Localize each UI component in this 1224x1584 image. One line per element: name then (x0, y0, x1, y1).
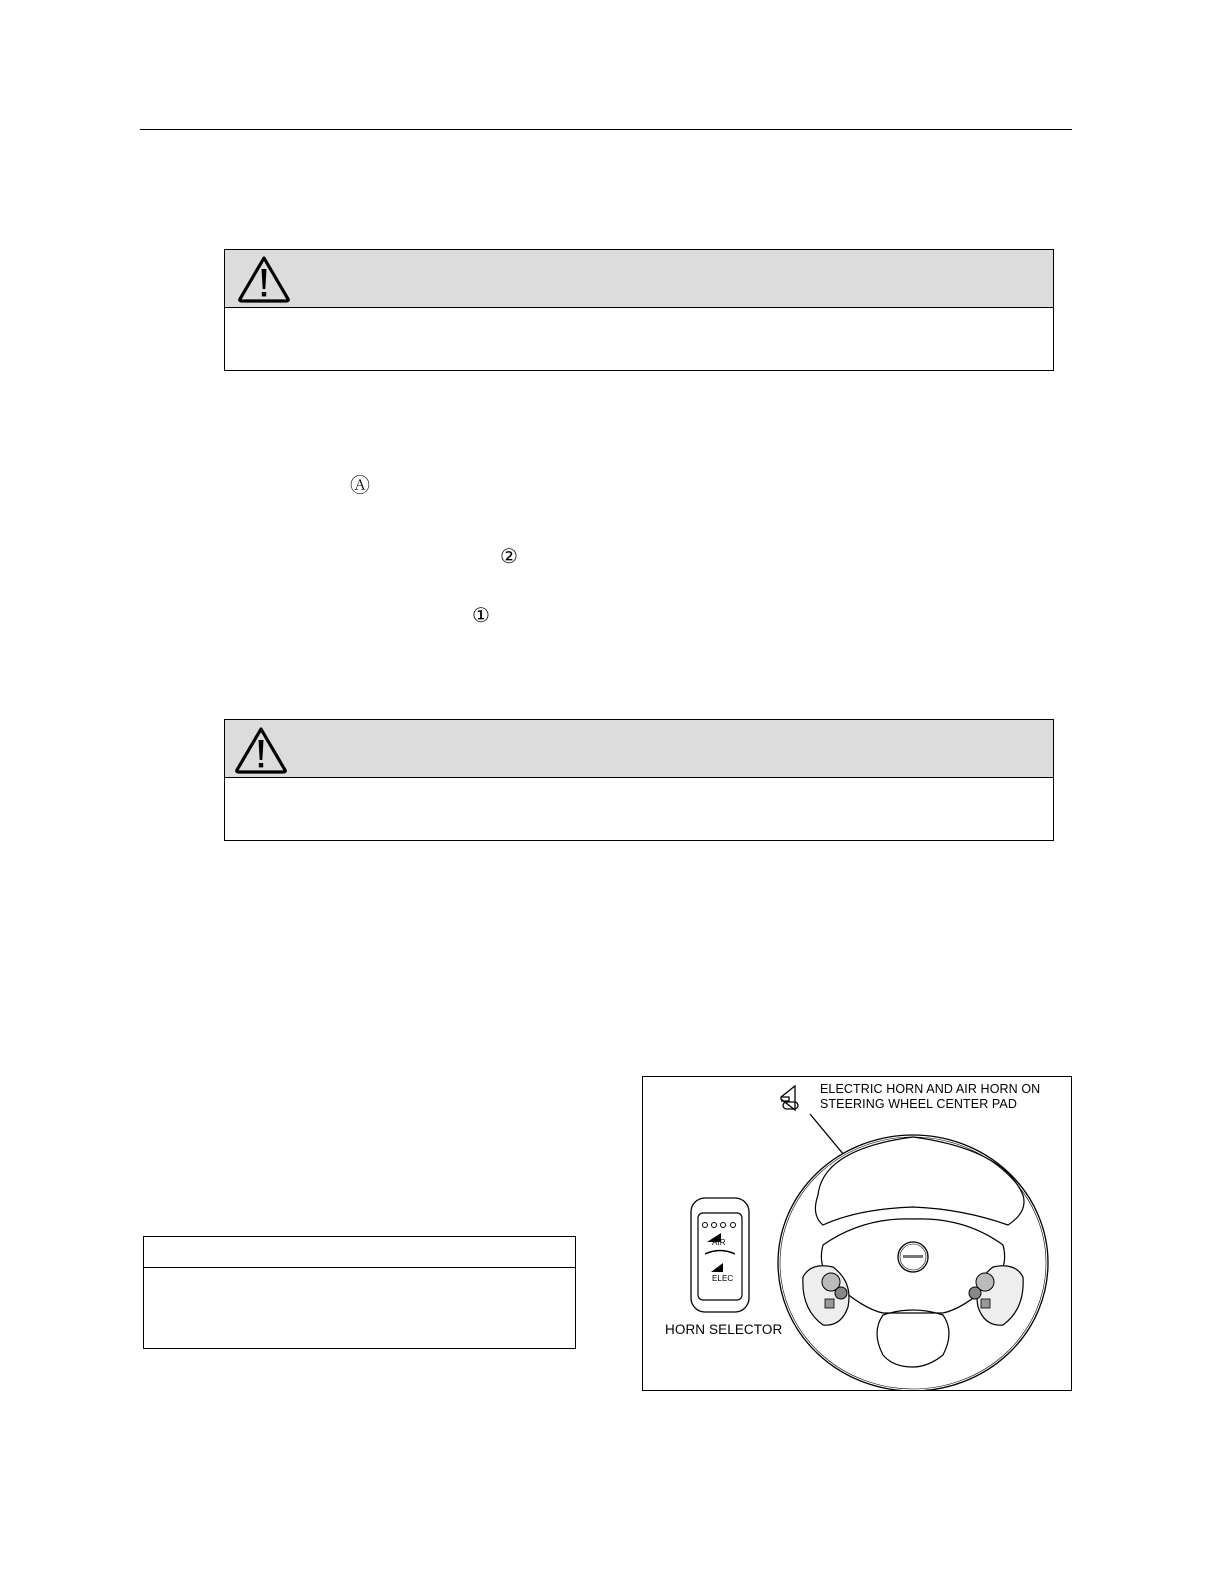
header-rule (140, 129, 1072, 130)
switch-air-label: AIR (712, 1238, 726, 1247)
note-box (143, 1236, 576, 1349)
caution-header (225, 250, 1053, 308)
switch-elec-label: ELEC (712, 1274, 734, 1283)
horn-selector-switch (691, 1198, 749, 1312)
callout-a: Ⓐ (350, 475, 370, 497)
horn-label-line2: STEERING WHEEL CENTER PAD (820, 1097, 1017, 1111)
warning-triangle-icon (236, 254, 292, 304)
caution-header (225, 720, 1053, 778)
callout-1: ① (472, 605, 490, 627)
caution-body (225, 778, 1053, 840)
warning-triangle-icon (233, 725, 289, 775)
steering-wheel-illustration (643, 1077, 1072, 1391)
caution-box-2 (224, 719, 1054, 841)
note-header (144, 1237, 575, 1268)
callout-2: ② (500, 546, 518, 568)
horn-figure (642, 1076, 1072, 1391)
horn-label-line1: ELECTRIC HORN AND AIR HORN ON (820, 1082, 1041, 1096)
horn-icon (781, 1086, 798, 1110)
horn-selector-label: HORN SELECTOR (665, 1322, 783, 1337)
caution-body (225, 308, 1053, 370)
caution-box-1 (224, 249, 1054, 371)
